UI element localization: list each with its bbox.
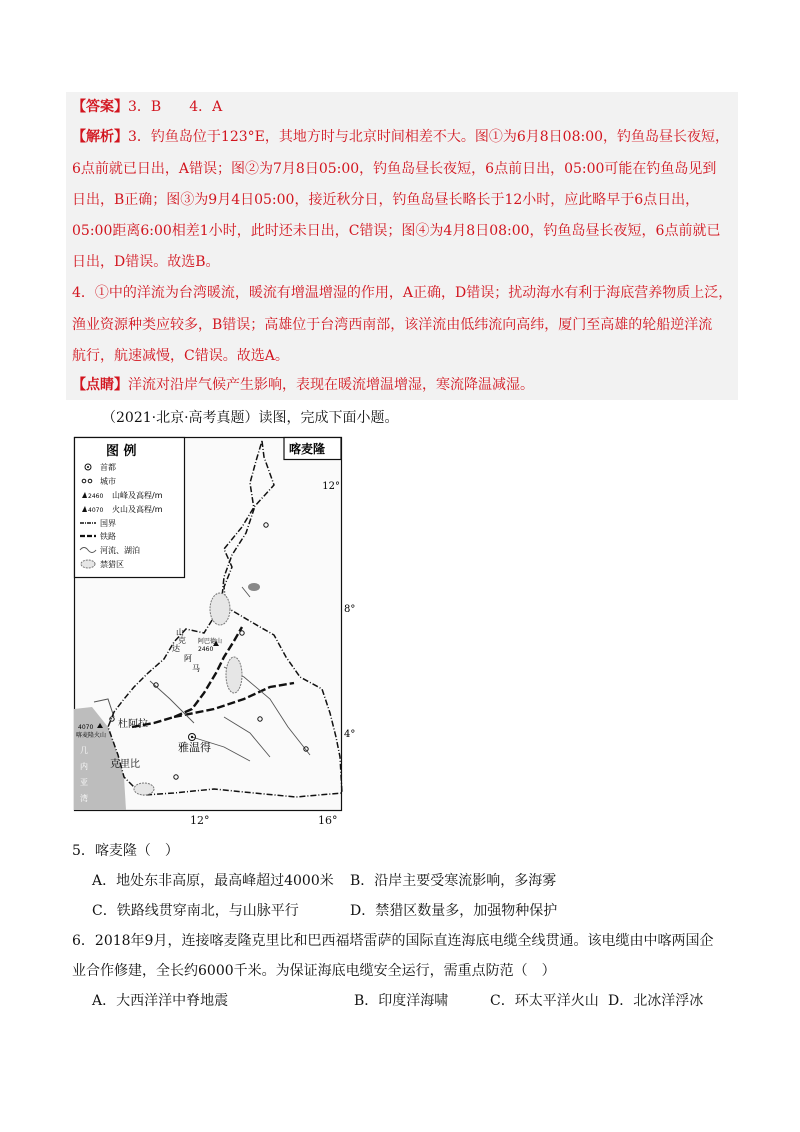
q6-option-a: A．大西洋洋中脊地震 bbox=[92, 993, 229, 1009]
map-yaounde: 雅温得 bbox=[178, 741, 211, 754]
lat-label-8: 8° bbox=[344, 604, 356, 615]
analysis-line-5: 日出，D错误。故选B。 bbox=[72, 254, 220, 270]
map-peak-elev: 2460 bbox=[198, 646, 214, 653]
map-range-char-2: 阿 bbox=[184, 654, 192, 663]
q6-option-b: B．印度洋海啸 bbox=[354, 993, 449, 1009]
analysis-line-7: 渔业资源种类应较多，B错误；高雄位于台湾西南部，该洋流由低纬流向高纬，厦门至高雄的轮船逆洋流 bbox=[72, 317, 713, 333]
map-gulf-char-0: 几 bbox=[80, 746, 88, 755]
analysis-tag: 【解析】 bbox=[72, 129, 128, 145]
analysis-line-4: 05:00距离6:00相差1小时，此时还未日出，C错误；图④为4月8日08:00，钓鱼岛昼长夜短，6点前就已 bbox=[72, 223, 721, 239]
legend-river-lake: 河流、湖泊 bbox=[100, 546, 140, 555]
cameroon-map bbox=[74, 437, 356, 811]
legend-volcano: 火山及高程/m bbox=[112, 505, 163, 514]
lon-label-12: 12° bbox=[190, 814, 210, 827]
map-kribi: 克里比 bbox=[110, 759, 140, 770]
map-volcano-elev: 4070 bbox=[78, 724, 94, 731]
legend-volcano-elev: 4070 bbox=[88, 507, 104, 514]
map-volcano-name: 喀麦隆火山 bbox=[76, 732, 107, 739]
q6-stem-line-1: 6．2018年9月，连接喀麦隆克里比和巴西福塔雷萨的国际直连海底电缆全线贯通。该电缆由中喀两国企 bbox=[72, 933, 714, 949]
legend-peak: 山峰及高程/m bbox=[112, 491, 163, 500]
question-intro: （2021·北京·高考真题）读图，完成下面小题。 bbox=[102, 410, 399, 426]
lat-label-4: 4° bbox=[344, 729, 356, 740]
map-range-char-1: 山 bbox=[176, 628, 184, 637]
map-range-char-4: 达 bbox=[172, 644, 180, 653]
legend-title: 图 例 bbox=[106, 444, 137, 459]
map-gulf-char-1: 内 bbox=[80, 762, 88, 771]
q5-option-a: A．地处东非高原，最高峰超过4000米 bbox=[92, 873, 334, 889]
analysis-line-1: 【解析】3．钓鱼岛位于123°E，其地方时与北京时间相差不大。图①为6月8日08:00，钓鱼岛昼长夜短， bbox=[72, 129, 730, 145]
q6-option-d: D．北冰洋浮冰 bbox=[608, 993, 704, 1009]
answer-tag: 【答案】 bbox=[72, 99, 128, 115]
q6-option-c: C．环太平洋火山 bbox=[490, 993, 599, 1009]
map-range-char-3: 马 bbox=[192, 664, 200, 673]
analysis-line-2: 6点前就已日出，A错误；图②为7月8日05:00，钓鱼岛昼长夜短，6点前日出，05:00可能在钓鱼岛见到 bbox=[72, 161, 717, 177]
analysis-line-8: 航行，航速减慢，C错误。故选A。 bbox=[72, 348, 289, 364]
q5-option-c: C．铁路线贯穿南北，与山脉平行 bbox=[92, 903, 299, 919]
highlight-tag: 【点睛】 bbox=[72, 377, 128, 393]
lon-label-16: 16° bbox=[318, 814, 338, 827]
highlight-text: 洋流对沿岸气候产生影响，表现在暖流增温增湿，寒流降温减湿。 bbox=[128, 377, 534, 393]
map-peak-name: 阿巴德山 bbox=[198, 638, 223, 645]
map-range-char-0: 克 bbox=[178, 636, 186, 645]
analysis-line-6: 4．①中的洋流为台湾暖流，暖流有增温增湿的作用，A正确，D错误；扰动海水有利于海底营养物质上泛， bbox=[72, 285, 733, 301]
answer-text: 3．B 4．A bbox=[128, 99, 223, 115]
legend-reserve: 禁猎区 bbox=[100, 560, 124, 569]
q5-stem: 5．喀麦隆（ ） bbox=[72, 843, 179, 859]
answer-line bbox=[72, 97, 222, 117]
legend-border: 国界 bbox=[100, 519, 116, 528]
legend-railway: 铁路 bbox=[100, 532, 116, 541]
map-gulf-char-3: 湾 bbox=[80, 794, 88, 803]
lat-label-12: 12° bbox=[322, 481, 340, 492]
q5-option-b: B．沿岸主要受寒流影响，多海雾 bbox=[350, 873, 557, 889]
map-country-title: 喀麦隆 bbox=[289, 442, 326, 456]
q6-stem-line-2: 业合作修建，全长约6000千米。为保证海底电缆安全运行，需重点防范（ ） bbox=[72, 963, 556, 979]
analysis-line-3: 日出，B正确；图③为9月4日05:00，接近秋分日，钓鱼岛昼长略长于12小时，应此略早于6点日出， bbox=[72, 192, 700, 208]
highlight-line bbox=[72, 375, 534, 395]
legend-capital: 首都 bbox=[100, 463, 116, 472]
legend-city: 城市 bbox=[100, 477, 116, 486]
legend-peak-elev: 2460 bbox=[88, 493, 104, 500]
map-gulf-char-2: 亚 bbox=[80, 778, 88, 787]
map-douala: 杜阿拉 bbox=[118, 719, 148, 730]
q5-option-d: D．禁猎区数量多，加强物种保护 bbox=[350, 903, 558, 919]
